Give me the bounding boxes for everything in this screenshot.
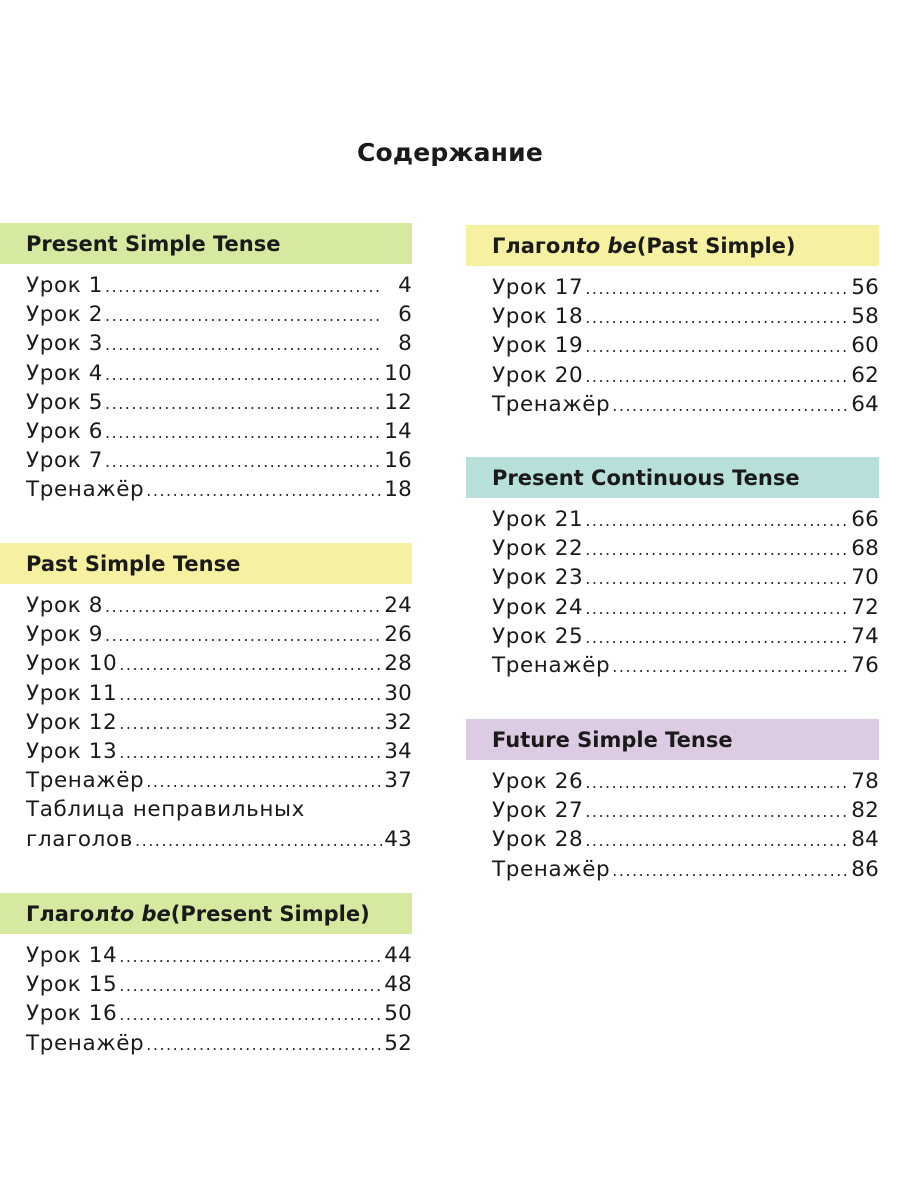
toc-entry[interactable]: Урок 9 ..... 26	[26, 620, 412, 649]
toc-entry[interactable]: Урок 2 ..... 6	[26, 300, 412, 329]
section-heading: Present Continuous Tense	[466, 457, 879, 498]
entry-list	[466, 266, 879, 419]
toc-entry[interactable]: Урок 25 ..... 74	[492, 622, 879, 651]
toc-entry[interactable]: Урок 24 ..... 72	[492, 593, 879, 622]
toc-entry[interactable]: Урок 11 ..... 30	[26, 679, 412, 708]
toc-entry-irregular-line1[interactable]: Таблица неправильных	[26, 797, 305, 823]
toc-entry[interactable]: Тренажёр ..... 37	[26, 766, 412, 795]
section-to-be-past	[466, 225, 879, 419]
section-heading: Past Simple Tense	[0, 543, 412, 584]
toc-entry[interactable]: Урок 22 ..... 68	[492, 534, 879, 563]
toc-entry-irregular-line2[interactable]: глаголов ..... 43	[26, 825, 412, 854]
toc-entry[interactable]: Урок 14 ..... 44	[26, 941, 412, 970]
toc-entry[interactable]: Тренажёр ..... 52	[26, 1029, 412, 1058]
entry-list	[0, 584, 412, 854]
toc-entry[interactable]: Тренажёр ..... 86	[492, 855, 879, 884]
section-past-simple	[0, 543, 412, 854]
toc-entry[interactable]: Урок 12 ..... 32	[26, 708, 412, 737]
section-heading: Future Simple Tense	[466, 719, 879, 760]
entry-list	[466, 498, 879, 680]
entry-list	[0, 934, 412, 1058]
section-heading: Present Simple Tense	[0, 223, 412, 264]
toc-entry[interactable]: Урок 3 ..... 8	[26, 329, 412, 358]
toc-entry[interactable]: Урок 13 ..... 34	[26, 737, 412, 766]
entry-list	[466, 760, 879, 884]
section-present-continuous	[466, 457, 879, 680]
toc-entry[interactable]: Урок 10 ..... 28	[26, 649, 412, 678]
toc-entry[interactable]: Урок 23 ..... 70	[492, 563, 879, 592]
entry-list	[0, 264, 412, 505]
section-future-simple	[466, 719, 879, 884]
toc-entry[interactable]: Урок 19 ..... 60	[492, 331, 879, 360]
section-present-simple	[0, 223, 412, 505]
toc-entry[interactable]: Тренажёр ..... 76	[492, 651, 879, 680]
section-to-be-present	[0, 893, 412, 1058]
toc-entry[interactable]: Урок 8 ..... 24	[26, 591, 412, 620]
toc-entry[interactable]: Урок 1 ..... 4	[26, 271, 412, 300]
section-heading: Глагол to be (Present Simple)	[0, 893, 412, 934]
toc-entry[interactable]: Тренажёр ..... 64	[492, 390, 879, 419]
toc-entry[interactable]: Урок 27 ..... 82	[492, 796, 879, 825]
toc-entry[interactable]: Урок 17 ..... 56	[492, 273, 879, 302]
toc-entry[interactable]: Урок 5 ..... 12	[26, 388, 412, 417]
toc-entry[interactable]: Урок 28 ..... 84	[492, 825, 879, 854]
toc-entry[interactable]: Урок 4 ..... 10	[26, 359, 412, 388]
toc-entry[interactable]: Урок 7 ..... 16	[26, 446, 412, 475]
toc-entry[interactable]: Тренажёр ..... 18	[26, 475, 412, 504]
toc-entry[interactable]: Урок 21 ..... 66	[492, 505, 879, 534]
page-title: Содержание	[356, 138, 544, 167]
toc-entry[interactable]: Урок 16 ..... 50	[26, 999, 412, 1028]
toc-entry[interactable]: Урок 15 ..... 48	[26, 970, 412, 999]
toc-entry[interactable]: Урок 26 ..... 78	[492, 767, 879, 796]
toc-entry[interactable]: Урок 18 ..... 58	[492, 302, 879, 331]
toc-entry[interactable]: Урок 6 ..... 14	[26, 417, 412, 446]
section-heading: Глагол to be (Past Simple)	[466, 225, 879, 266]
toc-entry[interactable]: Урок 20 ..... 62	[492, 361, 879, 390]
